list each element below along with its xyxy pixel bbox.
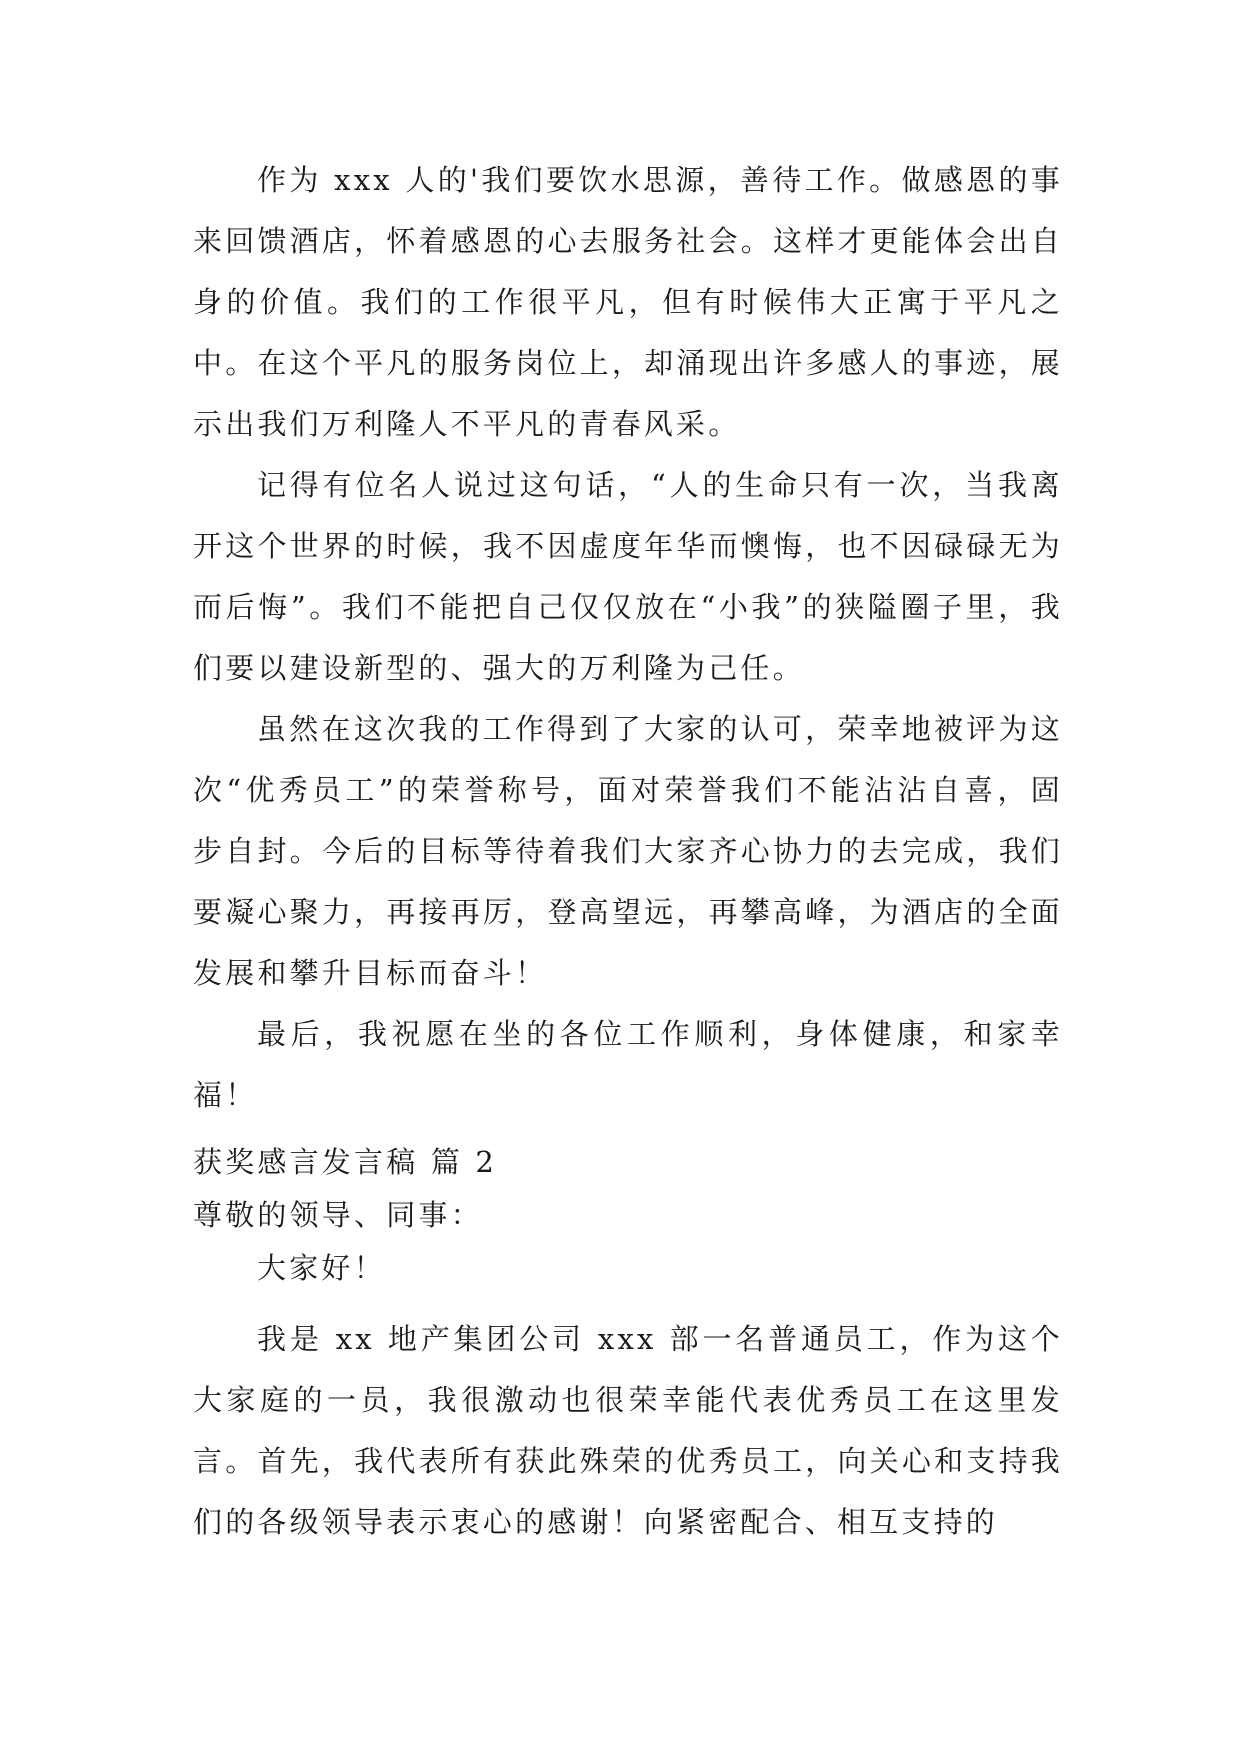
section-2-header [193,1136,1063,1295]
paragraph-gratitude: 作为 xxx 人的'我们要饮水思源，善待工作。做感恩的事来回馈酒店，怀着感恩的心去服务社会。这样才更能体会出自身的价值。我们的工作很平凡，但有时候伟大正寓于平凡之中。在这个平凡的服务岗位上，却涌现出许多感人的事迹，展示出我们万利隆人不平凡的青春风采。 [193,163,1063,441]
paragraph-introduction: 我是 xx 地产集团公司 xxx 部一名普通员工，作为这个大家庭的一员，我很激动也很荣幸能代表优秀员工在这里发言。首先，我代表所有获此殊荣的优秀员工，向关心和支持我们的各级领导表示衷心的感谢！向紧密配合、相互支持的 [193,1322,1063,1539]
body-bottom [193,1309,1063,1553]
section-title: 获奖感言发言稿 篇 2 [193,1145,498,1179]
paragraph-honor: 虽然在这次我的工作得到了大家的认可，荣幸地被评为这次“优秀员工”的荣誉称号，面对荣誉我们不能沾沾自喜，固步自封。今后的目标等待着我们大家齐心协力的去完成，我们要凝心聚力，再接再厉，登高望远，再攀高峰，为酒店的全面发展和攀升目标而奋斗！ [193,712,1063,990]
paragraph-wishes: 最后，我祝愿在坐的各位工作顺利，身体健康，和家幸福！ [193,1017,1063,1112]
salutation: 尊敬的领导、同事： [193,1198,483,1232]
greeting: 大家好！ [257,1251,386,1285]
paragraph-quote: 记得有位名人说过这句话，“人的生命只有一次，当我离开这个世界的时候，我不因虚度年华而懊悔，也不因碌碌无为而后悔”。我们不能把自己仅仅放在“小我”的狭隘圈子里，我们要以建设新型的、强大的万利隆为己任。 [193,468,1063,685]
body-top [193,150,1063,1126]
